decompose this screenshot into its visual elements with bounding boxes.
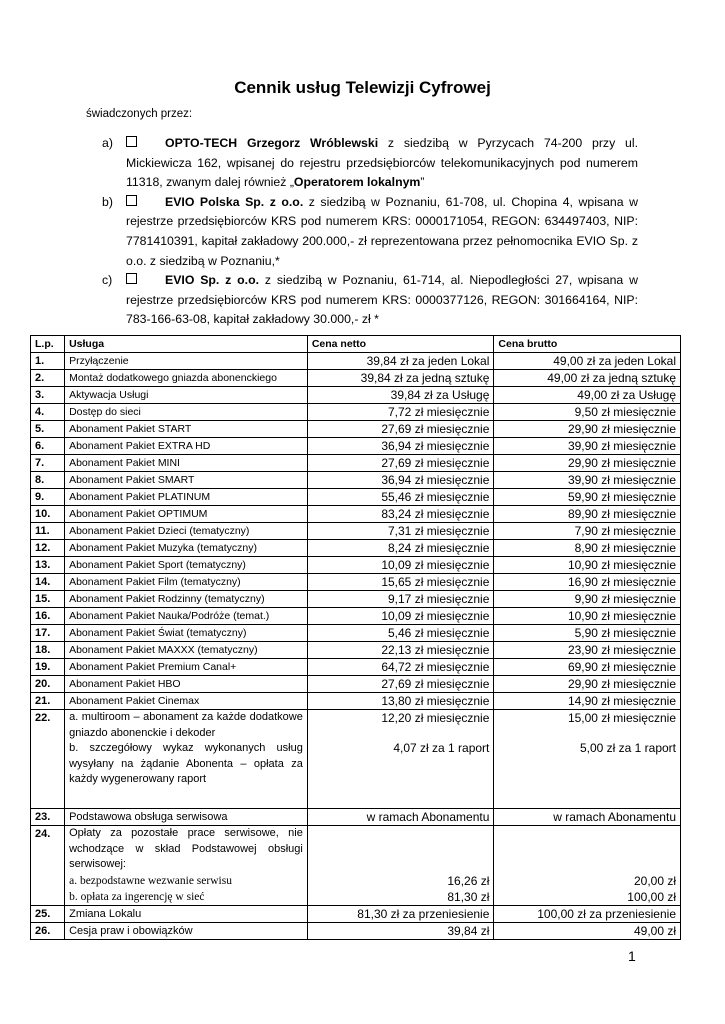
table-row bbox=[31, 540, 681, 557]
row-number: 20. bbox=[31, 676, 65, 693]
gross-price bbox=[494, 826, 681, 906]
table-row bbox=[31, 370, 681, 387]
provider-name: EVIO Polska Sp. z o.o. bbox=[165, 194, 304, 209]
gross-price: 14,90 zł miesięcznie bbox=[494, 693, 681, 710]
table-row bbox=[31, 438, 681, 455]
table-row bbox=[31, 489, 681, 506]
gross-price: 5,90 zł miesięcznie bbox=[494, 625, 681, 642]
net-price: 27,69 zł miesięcznie bbox=[307, 455, 494, 472]
row-number: 12. bbox=[31, 540, 65, 557]
service-cell: Zmiana Lokalu bbox=[65, 905, 308, 922]
net-price-b: 4,07 zł za 1 raport bbox=[393, 741, 490, 755]
net-price: 10,09 zł miesięcznie bbox=[307, 557, 494, 574]
net-price: 9,17 zł miesięcznie bbox=[307, 591, 494, 608]
service-cell: Abonament Pakiet Sport (tematyczny) bbox=[65, 557, 308, 574]
table-row bbox=[31, 574, 681, 591]
provider-details: z siedzibą w Poznaniu, 61-714, al. Niepodległości 27, wpisana w rejestrze przedsiębiorców KRS pod numerem KRS: 0000377126, REGON: 301664164, NIP: 783-166-63-08, kapitał zakładowy 30.000,- zł * bbox=[126, 273, 638, 327]
table-row bbox=[31, 809, 681, 826]
table-row bbox=[31, 421, 681, 438]
net-price bbox=[307, 826, 494, 906]
checkbox-icon[interactable] bbox=[126, 273, 137, 284]
row-number: 14. bbox=[31, 574, 65, 591]
table-row bbox=[31, 659, 681, 676]
item-label: a) bbox=[102, 136, 113, 150]
table-row bbox=[31, 905, 681, 922]
table-header bbox=[31, 336, 681, 353]
row-number: 13. bbox=[31, 557, 65, 574]
gross-price: 59,90 zł miesięcznie bbox=[494, 489, 681, 506]
gross-price: 29,90 zł miesięcznie bbox=[494, 455, 681, 472]
page-title: Cennik usług Telewizji Cyfrowej bbox=[234, 78, 491, 97]
net-price: 13,80 zł miesięcznie bbox=[307, 693, 494, 710]
gross-price: 89,90 zł miesięcznie bbox=[494, 506, 681, 523]
service-cell: Abonament Pakiet Dzieci (tematyczny) bbox=[65, 523, 308, 540]
net-price: 64,72 zł miesięcznie bbox=[307, 659, 494, 676]
net-price: 5,46 zł miesięcznie bbox=[307, 625, 494, 642]
table-row bbox=[31, 693, 681, 710]
provider-details: z siedzibą w Poznaniu, 61-708, ul. Chopina 4, wpisana w rejestrze przedsiębiorców KRS pod numerem KRS: 0000171054, REGON: 634497403, NIP: 7781410391, kapitał zakładowy 200.000,- zł reprezentowana przez pełnomocnika EVIO Sp. z o.o. z siedzibą w Poznaniu,* bbox=[126, 194, 638, 268]
provider-a bbox=[86, 134, 638, 193]
service-cell: Aktywacja Usługi bbox=[65, 387, 308, 404]
gross-price: 49,00 zł za Usługę bbox=[494, 387, 681, 404]
table-row bbox=[31, 353, 681, 370]
table-row bbox=[31, 710, 681, 809]
service-cell: Abonament Pakiet Premium Canal+ bbox=[65, 659, 308, 676]
service-cell: Montaż dodatkowego gniazda abonenckiego bbox=[65, 370, 308, 387]
provider-list bbox=[86, 134, 638, 330]
row-number: 9. bbox=[31, 489, 65, 506]
item-label: b) bbox=[102, 194, 113, 209]
page-number: 1 bbox=[628, 948, 636, 964]
row-number: 10. bbox=[31, 506, 65, 523]
table-row bbox=[31, 608, 681, 625]
net-price: 27,69 zł miesięcznie bbox=[307, 421, 494, 438]
gross-price: 7,90 zł miesięcznie bbox=[494, 523, 681, 540]
row-number: 24. bbox=[31, 826, 65, 906]
row-number: 23. bbox=[31, 809, 65, 826]
service-cell: Abonament Pakiet OPTIMUM bbox=[65, 506, 308, 523]
header-service: Usługa bbox=[65, 336, 308, 353]
row-number: 3. bbox=[31, 387, 65, 404]
row-number: 17. bbox=[31, 625, 65, 642]
table-row bbox=[31, 506, 681, 523]
gross-price: 23,90 zł miesięcznie bbox=[494, 642, 681, 659]
net-price: 15,65 zł miesięcznie bbox=[307, 574, 494, 591]
quote-close: ” bbox=[420, 175, 425, 190]
table-row bbox=[31, 591, 681, 608]
service-cell: Abonament Pakiet Rodzinny (tematyczny) bbox=[65, 591, 308, 608]
provider-details: z siedzibą w Pyrzycach 74-200 przy ul. Mickiewicza 162, wpisanej do rejestru przedsiębiorców telekomunikacyjnych pod numerem 11318, zwanym dalej również „ bbox=[126, 136, 638, 190]
service-a: a. multiroom – abonament za każde dodatkowe gniazdo abonenckie i dekoder bbox=[69, 711, 303, 739]
gross-price: 10,90 zł miesięcznie bbox=[494, 608, 681, 625]
service-b: b. opłata za ingerencję w sieć bbox=[69, 890, 205, 903]
service-b: b. szczegółowy wykaz wykonanych usług wysyłany na żądanie Abonenta – opłata za każdy wygenerowany raport bbox=[69, 742, 303, 785]
net-price bbox=[307, 710, 494, 809]
gross-price-a: 15,00 zł miesięcznie bbox=[567, 711, 676, 725]
service-cell: Abonament Pakiet Muzyka (tematyczny) bbox=[65, 540, 308, 557]
row-number: 18. bbox=[31, 642, 65, 659]
table-row bbox=[31, 557, 681, 574]
service-cell: Abonament Pakiet SMART bbox=[65, 472, 308, 489]
row-number: 15. bbox=[31, 591, 65, 608]
net-price: 36,94 zł miesięcznie bbox=[307, 472, 494, 489]
service-cell: Abonament Pakiet Film (tematyczny) bbox=[65, 574, 308, 591]
service-cell: Abonament Pakiet MINI bbox=[65, 455, 308, 472]
table-row bbox=[31, 625, 681, 642]
net-price: 7,31 zł miesięcznie bbox=[307, 523, 494, 540]
gross-price: 39,90 zł miesięcznie bbox=[494, 472, 681, 489]
net-price: w ramach Abonamentu bbox=[307, 809, 494, 826]
table-row bbox=[31, 404, 681, 421]
service-cell: Podstawowa obsługa serwisowa bbox=[65, 809, 308, 826]
row-number: 16. bbox=[31, 608, 65, 625]
item-label: c) bbox=[102, 273, 113, 288]
net-price: 39,84 zł bbox=[307, 922, 494, 939]
net-price: 55,46 zł miesięcznie bbox=[307, 489, 494, 506]
row-number: 22. bbox=[31, 710, 65, 809]
table-row bbox=[31, 472, 681, 489]
table-row bbox=[31, 455, 681, 472]
gross-price: 9,50 zł miesięcznie bbox=[494, 404, 681, 421]
gross-price-b: 5,00 zł za 1 raport bbox=[579, 741, 676, 755]
provider-c bbox=[86, 271, 638, 330]
header-lp: L.p. bbox=[31, 336, 65, 353]
gross-price: 49,00 zł za jeden Lokal bbox=[494, 353, 681, 370]
service-cell bbox=[65, 710, 308, 809]
gross-price: 9,90 zł miesięcznie bbox=[494, 591, 681, 608]
service-cell: Przyłączenie bbox=[65, 353, 308, 370]
header-gross: Cena brutto bbox=[494, 336, 681, 353]
gross-price: 100,00 zł za przeniesienie bbox=[494, 905, 681, 922]
row-number: 6. bbox=[31, 438, 65, 455]
net-price: 81,30 zł za przeniesienie bbox=[307, 905, 494, 922]
gross-price: 49,00 zł bbox=[494, 922, 681, 939]
service-cell: Dostęp do sieci bbox=[65, 404, 308, 421]
service-cell: Abonament Pakiet START bbox=[65, 421, 308, 438]
service-cell bbox=[65, 826, 308, 906]
net-price: 27,69 zł miesięcznie bbox=[307, 676, 494, 693]
service-cell: Abonament Pakiet EXTRA HD bbox=[65, 438, 308, 455]
service-a: a. bezpodstawne wezwanie serwisu bbox=[69, 874, 232, 887]
gross-price bbox=[494, 710, 681, 809]
provider-b bbox=[86, 193, 638, 271]
net-price: 36,94 zł miesięcznie bbox=[307, 438, 494, 455]
row-number: 4. bbox=[31, 404, 65, 421]
gross-price: 16,90 zł miesięcznie bbox=[494, 574, 681, 591]
row-number: 5. bbox=[31, 421, 65, 438]
row-number: 1. bbox=[31, 353, 65, 370]
table-row bbox=[31, 387, 681, 404]
table-row bbox=[31, 826, 681, 906]
row-number: 7. bbox=[31, 455, 65, 472]
gross-price: 29,90 zł miesięcznie bbox=[494, 676, 681, 693]
provider-name: EVIO Sp. z o.o. bbox=[165, 273, 260, 288]
table-row bbox=[31, 676, 681, 693]
price-table bbox=[30, 335, 681, 940]
table-row bbox=[31, 523, 681, 540]
table-row bbox=[31, 922, 681, 939]
gross-price: 49,00 zł za jedną sztukę bbox=[494, 370, 681, 387]
gross-price: 69,90 zł miesięcznie bbox=[494, 659, 681, 676]
gross-price: 10,90 zł miesięcznie bbox=[494, 557, 681, 574]
row-number: 26. bbox=[31, 922, 65, 939]
gross-price: 8,90 zł miesięcznie bbox=[494, 540, 681, 557]
service-cell: Abonament Pakiet Cinemax bbox=[65, 693, 308, 710]
row-number: 2. bbox=[31, 370, 65, 387]
service-text: Opłaty za pozostałe prace serwisowe, nie wchodzące w skład Podstawowej obsługi serwisowej: bbox=[69, 827, 303, 870]
net-price-b: 81,30 zł bbox=[447, 889, 490, 904]
service-cell: Abonament Pakiet MAXXX (tematyczny) bbox=[65, 642, 308, 659]
net-price: 10,09 zł miesięcznie bbox=[307, 608, 494, 625]
net-price: 39,84 zł za jedną sztukę bbox=[307, 370, 494, 387]
net-price: 39,84 zł za Usługę bbox=[307, 387, 494, 404]
provider-name: OPTO-TECH Grzegorz Wróblewski bbox=[165, 136, 379, 150]
gross-price: 39,90 zł miesięcznie bbox=[494, 438, 681, 455]
header-net: Cena netto bbox=[307, 336, 494, 353]
gross-price-a: 20,00 zł bbox=[633, 873, 676, 888]
net-price-a: 12,20 zł miesięcznie bbox=[381, 711, 490, 725]
net-price: 7,72 zł miesięcznie bbox=[307, 404, 494, 421]
row-number: 21. bbox=[31, 693, 65, 710]
checkbox-icon[interactable] bbox=[126, 195, 137, 206]
service-cell: Abonament Pakiet PLATINUM bbox=[65, 489, 308, 506]
net-price: 22,13 zł miesięcznie bbox=[307, 642, 494, 659]
intro-text: świadczonych przez: bbox=[86, 108, 193, 120]
checkbox-icon[interactable] bbox=[126, 136, 137, 147]
gross-price: w ramach Abonamentu bbox=[494, 809, 681, 826]
net-price-a: 16,26 zł bbox=[447, 873, 490, 888]
row-number: 8. bbox=[31, 472, 65, 489]
net-price: 39,84 zł za jeden Lokal bbox=[307, 353, 494, 370]
row-number: 19. bbox=[31, 659, 65, 676]
table-row bbox=[31, 642, 681, 659]
service-cell: Abonament Pakiet Nauka/Podróże (temat.) bbox=[65, 608, 308, 625]
service-cell: Abonament Pakiet Świat (tematyczny) bbox=[65, 625, 308, 642]
row-number: 11. bbox=[31, 523, 65, 540]
gross-price: 29,90 zł miesięcznie bbox=[494, 421, 681, 438]
row-number: 25. bbox=[31, 905, 65, 922]
gross-price-b: 100,00 zł bbox=[627, 889, 676, 904]
net-price: 83,24 zł miesięcznie bbox=[307, 506, 494, 523]
net-price: 8,24 zł miesięcznie bbox=[307, 540, 494, 557]
provider-alias: Operatorem lokalnym bbox=[293, 175, 421, 190]
service-cell: Abonament Pakiet HBO bbox=[65, 676, 308, 693]
service-cell: Cesja praw i obowiązków bbox=[65, 922, 308, 939]
